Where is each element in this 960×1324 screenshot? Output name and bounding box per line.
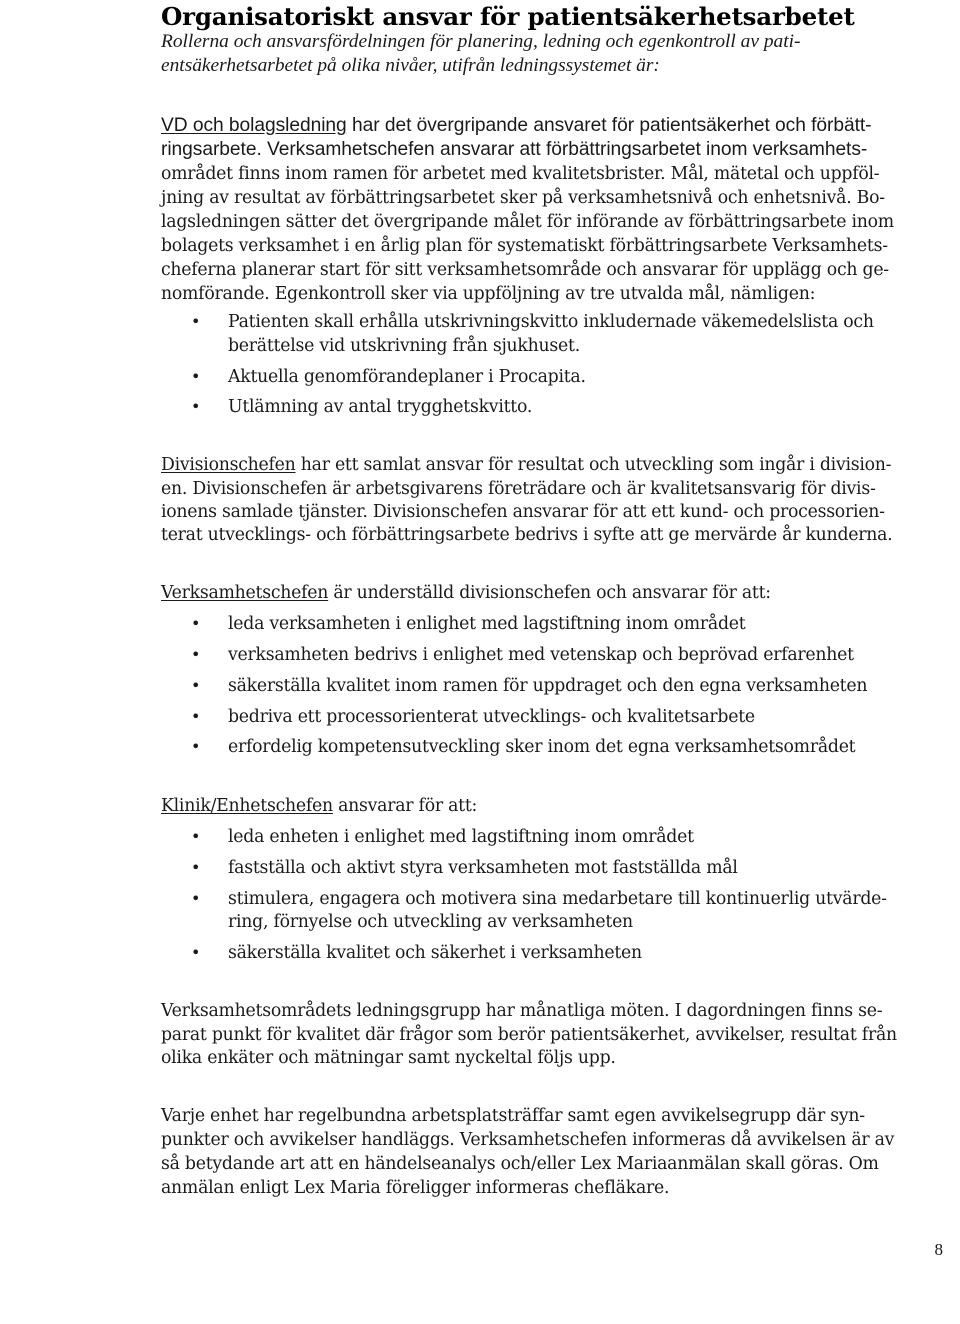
vd-line: området finns inom ramen för arbetet med kvalitetsbrister. Mål, mätetal och uppföl- [161,164,880,184]
list-item: stimulera, engagera och motivera sina medarbetare till kontinuerlig utvärde- [228,889,887,909]
bullet-icon: • [191,367,201,386]
bullet-icon: • [191,707,201,726]
division-line: terat utvecklings- och förbättringsarbete bedrivs i syfte att ge mervärde år kunderna. [161,525,893,545]
bullet-icon: • [191,889,201,908]
vd-first-text: har det övergripande ansvaret för patientsäkerhet och förbätt- [346,115,872,136]
ledningsgrupp-line: Verksamhetsområdets ledningsgrupp har månatliga möten. I dagordningen finns se- [161,1001,883,1021]
bullet-icon: • [191,737,201,756]
bullet-icon: • [191,676,201,695]
enhet-line: Varje enhet har regelbundna arbetsplatsträffar samt egen avvikelsegrupp där syn- [161,1106,865,1126]
vd-heading: VD och bolagsledning [161,115,347,136]
bullet-icon: • [191,827,201,846]
verksamhet-heading: Verksamhetschefen [161,583,329,603]
ledningsgrupp-line: olika enkäter och mätningar samt nyckeltal följs upp. [161,1048,616,1068]
enhet-line: anmälan enligt Lex Maria föreligger informeras chefläkare. [161,1178,670,1198]
division-line: ionens samlade tjänster. Divisionschefen ansvarar för att ett kund- och processorien- [161,502,885,522]
bullet-icon: • [191,858,201,877]
vd-line: cheferna planerar start för sitt verksamhetsområde och ansvarar för upplägg och ge- [161,260,889,280]
bullet-icon: • [191,397,201,416]
verksamhet-first-text: är underställd divisionschefen och ansvarar för att: [328,583,771,603]
klinik-first-text: ansvarar för att: [332,796,478,816]
list-item: leda enheten i enlighet med lagstiftning inom området [228,827,694,847]
list-item: erfordelig kompetensutveckling sker inom det egna verksamhetsområdet [228,737,856,757]
division-first-line [161,453,891,477]
list-item: berättelse vid utskrivning från sjukhuset. [228,336,580,356]
list-item: Patienten skall erhålla utskrivningskvitto inkludernade väkemedelslista och [228,312,874,332]
enhet-line: punkter och avvikelser handläggs. Verksamhetschefen informeras då avvikelsen är av [161,1130,895,1150]
list-item: bedriva ett processorienterat utvecklings- och kvalitetsarbete [228,707,755,727]
division-first-text: har ett samlat ansvar för resultat och utveckling som ingår i division- [295,455,892,475]
list-item: säkerställa kvalitet inom ramen för uppdraget och den egna verksamheten [228,676,868,696]
bullet-icon: • [191,312,201,331]
klinik-heading: Klinik/Enhetschefen [161,796,333,816]
list-item: verksamheten bedrivs i enlighet med vetenskap och beprövad erfarenhet [228,645,854,665]
klinik-first-line [161,794,477,818]
page-number: 8 [934,1240,943,1259]
page-title: Organisatoriskt ansvar för patientsäkerhetsarbetet [161,2,855,31]
vd-line: ringsarbete. Verksamhetschefen ansvarar att förbättringsarbetet inom verksamhets- [161,139,868,160]
vd-first-line [161,114,872,138]
vd-line: jning av resultat av förbättringsarbetet sker på verksamhetsnivå och enhetsnivå. Bo- [161,188,885,208]
verksamhet-first-line [161,581,771,605]
list-item: Aktuella genomförandeplaner i Procapita. [228,367,586,387]
vd-line: bolagets verksamhet i en årlig plan för systematiskt förbättringsarbete Verksamhets- [161,236,888,256]
enhet-line: så betydande art att en händelseanalys och/eller Lex Mariaanmälan skall göras. Om [161,1154,879,1174]
vd-line: nomförande. Egenkontroll sker via uppföljning av tre utvalda mål, nämligen: [161,284,816,304]
ledningsgrupp-line: parat punkt för kvalitet där frågor som berör patientsäkerhet, avvikelser, resultat från [161,1025,897,1045]
list-item: Utlämning av antal trygghetskvitto. [228,397,533,417]
list-item: fastställa och aktivt styra verksamheten mot fastställda mål [228,858,738,878]
list-item: ring, förnyelse och utveckling av verksamheten [228,912,633,932]
bullet-icon: • [191,943,201,962]
division-heading: Divisionschefen [161,455,296,475]
intro-line: entsäkerhetsarbetet på olika nivåer, utifrån ledningssystemet är: [161,55,660,76]
bullet-icon: • [191,614,201,633]
list-item: leda verksamheten i enlighet med lagstiftning inom området [228,614,746,634]
division-line: en. Divisionschefen är arbetsgivarens företrädare och är kvalitetsansvarig för divis- [161,479,876,499]
intro-line: Rollerna och ansvarsfördelningen för planering, ledning och egenkontroll av pati- [161,31,801,52]
vd-line: lagsledningen sätter det övergripande målet för införande av förbättringsarbete inom [161,212,894,232]
bullet-icon: • [191,645,201,664]
list-item: säkerställa kvalitet och säkerhet i verksamheten [228,943,642,963]
